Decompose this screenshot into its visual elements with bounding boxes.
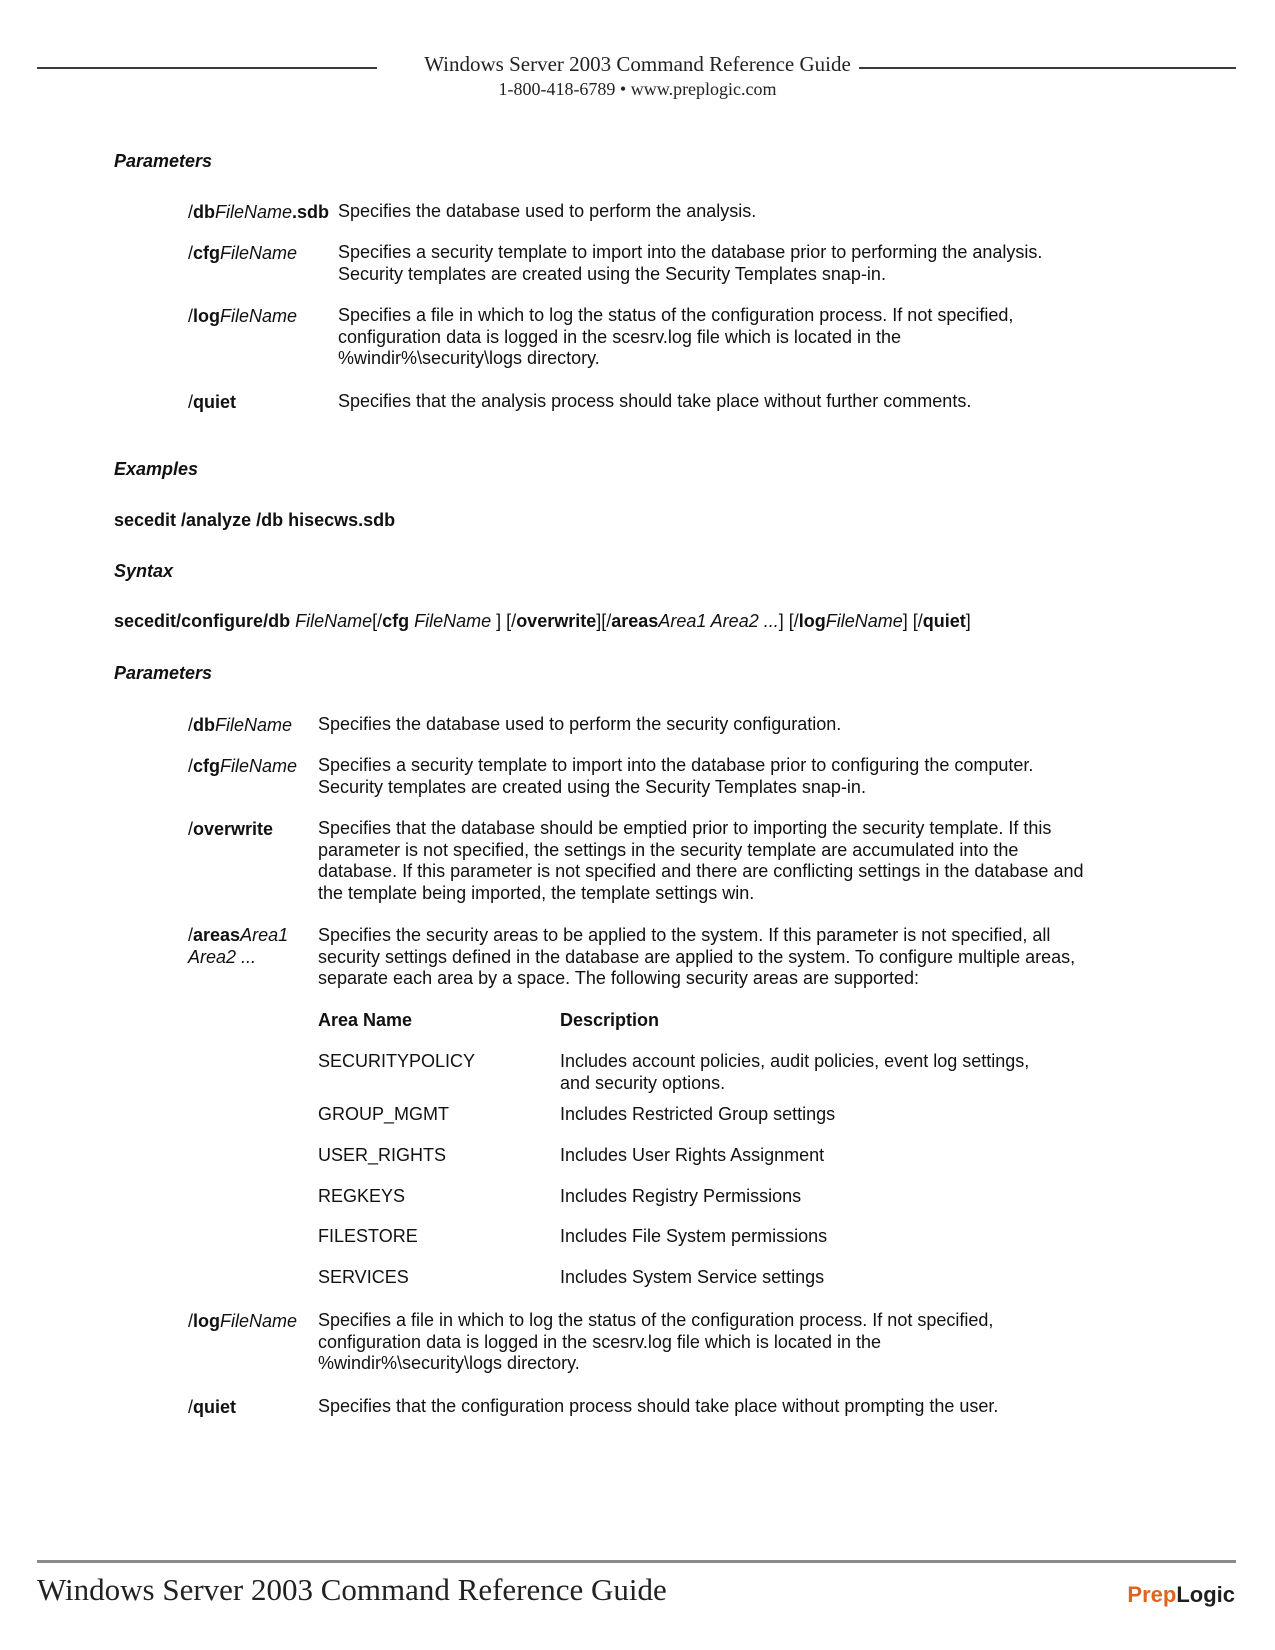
cfg-param-desc-log: Specifies a file in which to log the status of the configuration process. If not specified, configuration data is logged in the scesrv.log file which is located in the %windir%\security\logs directory. <box>318 1310 994 1373</box>
param-name-db-sdb: /dbFileName.sdb <box>188 202 330 222</box>
cfg-param-name-db: /dbFileName <box>188 715 293 735</box>
area-description: Includes account policies, audit policies, event log settings, and security options. <box>560 1051 1030 1093</box>
syntax-heading: Syntax <box>114 561 174 581</box>
area-name: USER_RIGHTS <box>318 1145 447 1165</box>
areas-table-header-name: Area Name <box>318 1010 413 1030</box>
param-name-log: /logFileName <box>188 306 298 326</box>
footer-title: Windows Server 2003 Command Reference Guide <box>37 1572 667 1607</box>
area-description: Includes File System permissions <box>560 1226 828 1246</box>
cfg-param-desc-cfg: Specifies a security template to import into the database prior to configuring the computer. Security templates are created using the Security Templates snap-in. <box>318 755 1034 797</box>
param-name-quiet: /quiet <box>188 392 237 412</box>
example-command: secedit /analyze /db hisecws.sdb <box>114 510 396 530</box>
header-title: Windows Server 2003 Command Reference Guide <box>0 52 1275 76</box>
syntax-line: secedit/configure/db FileName[/cfg FileName ] [/overwrite][/areasArea1 Area2 ...] [/logFileName] [/quiet] <box>114 611 971 631</box>
area-name: SERVICES <box>318 1267 409 1287</box>
footer-rule <box>37 1560 1236 1563</box>
param-desc-cfg: Specifies a security template to import into the database prior to performing the analysis. Security templates are created using the Security Templates snap-in. <box>338 242 1043 284</box>
area-name: GROUP_MGMT <box>318 1104 450 1124</box>
cfg-param-name-log: /logFileName <box>188 1311 298 1331</box>
analyze-parameters-heading: Parameters <box>114 151 213 171</box>
area-description: Includes Registry Permissions <box>560 1186 802 1206</box>
cfg-param-desc-overwrite: Specifies that the database should be emptied prior to importing the security template. If this parameter is not specified, the settings in the security template are accumulated into the database. If this parameter is not specified and there are conflicting settings in the database and the template being imported, the template settings win. <box>318 818 1084 903</box>
area-description: Includes User Rights Assignment <box>560 1145 825 1165</box>
param-desc-db-sdb: Specifies the database used to perform the analysis. <box>338 201 757 221</box>
cfg-param-name-cfg: /cfgFileName <box>188 756 298 776</box>
area-description: Includes Restricted Group settings <box>560 1104 836 1124</box>
area-name: FILESTORE <box>318 1226 418 1246</box>
param-desc-log: Specifies a file in which to log the status of the configuration process. If not specified, configuration data is logged in the scesrv.log file which is located in the %windir%\security\logs directory. <box>338 305 1014 368</box>
cfg-param-desc-areas: Specifies the security areas to be applied to the system. If this parameter is not specified, all security settings defined in the database are applied to the system. To configure multiple areas, separate each area by a space. The following security areas are supported: <box>318 925 1076 988</box>
param-desc-quiet: Specifies that the analysis process should take place without further comments. <box>338 391 972 411</box>
cfg-param-name-quiet: /quiet <box>188 1397 237 1417</box>
cfg-param-name-areas: /areasArea1 Area2 ... <box>188 925 289 967</box>
cfg-param-desc-quiet: Specifies that the configuration process should take place without prompting the user. <box>318 1396 999 1416</box>
examples-heading: Examples <box>114 459 199 479</box>
configure-parameters-heading: Parameters <box>114 663 213 683</box>
area-name: SECURITYPOLICY <box>318 1051 476 1071</box>
cfg-param-name-overwrite: /overwrite <box>188 819 274 839</box>
area-name: REGKEYS <box>318 1186 406 1206</box>
preplogic-logo: PrepLogic <box>1127 1582 1235 1607</box>
param-name-cfg: /cfgFileName <box>188 243 298 263</box>
cfg-param-desc-db: Specifies the database used to perform the security configuration. <box>318 714 842 734</box>
area-description: Includes System Service settings <box>560 1267 825 1287</box>
areas-table-header-description: Description <box>560 1010 660 1030</box>
header-contact: 1-800-418-6789 • www.preplogic.com <box>498 79 777 99</box>
